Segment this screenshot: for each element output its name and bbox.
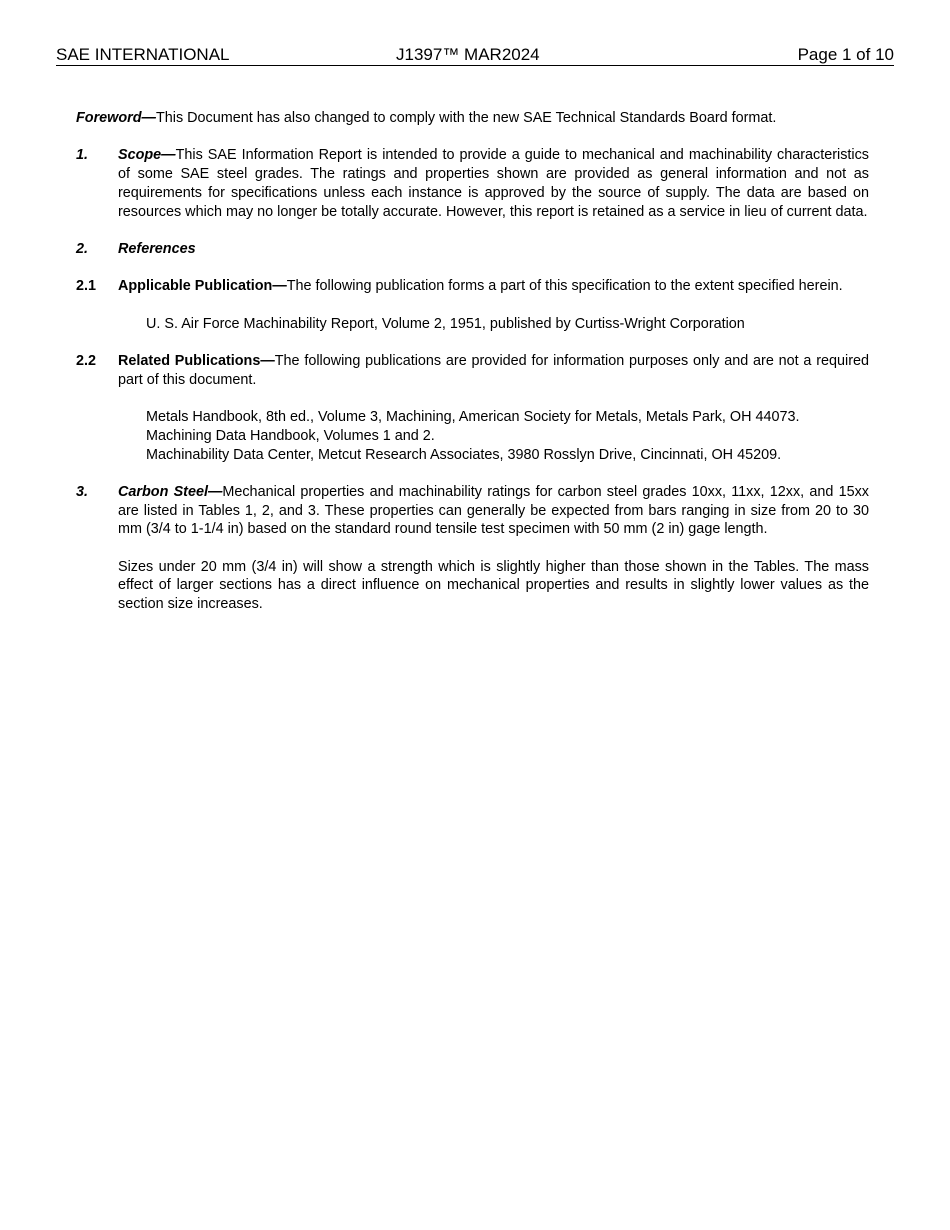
section-text: The following publications are provided for information purposes only and are not a required part of this document. [118,353,870,388]
header-document-id: J1397™ MAR2024 [396,45,540,64]
section-number: 2.1 [76,278,97,295]
section-title: Scope— [118,147,176,164]
list-item: Metals Handbook, 8th ed., Volume 3, Machining, American Society for Metals, Metals Park, OH 44073. [146,409,800,426]
page-header [56,44,894,66]
section-title: Carbon Steel— [118,483,223,500]
section-title: Applicable Publication— [118,278,287,295]
section-number: 3. [76,483,89,500]
foreword-title: Foreword— [76,110,156,126]
section-number: 1. [76,147,89,164]
section-applicable-publication [76,277,869,296]
document-body [76,109,869,633]
section-title: Related Publications— [118,353,275,370]
list-item: U. S. Air Force Machinability Report, Volume 2, 1951, published by Curtiss-Wright Corporation [146,315,745,332]
applicable-publication-list [76,315,869,334]
section-text: Mechanical properties and machinability ratings for carbon steel grades 10xx, 11xx, 12xx, and 15xx are listed in Tables 1, 2, and 3. These properties can generally be expected from bars ranging in size from 20 to 30 mm (3/4 to 1-1/4 in) based on the standard round tensile test specimen with 50 mm (2 in) gage length. [118,483,869,538]
carbon-steel-paragraph-2: Sizes under 20 mm (3/4 in) will show a strength which is slightly higher than those shown in the Tables. The mass effect of larger sections has a direct influence on mechanical properties and results in slightly lower values as the section size increases. [118,558,869,613]
section-references [76,240,869,259]
header-page-number: Page 1 of 10 [797,45,894,64]
list-item: Machinability Data Center, Metcut Research Associates, 3980 Rosslyn Drive, Cincinnati, OH 45209. [146,446,782,463]
foreword-paragraph [76,109,869,128]
section-related-publications [76,352,869,389]
section-text: This SAE Information Report is intended to provide a guide to mechanical and machinability characteristics of some SAE steel grades. The ratings and properties shown are provided as general information and not as requirements for specifications unless each instance is approved by the source of supply. The data are based on resources which may no longer be totally accurate. However, this report is retained as a service in lieu of current data. [118,147,869,220]
section-scope [76,146,869,221]
section-title: References [118,240,196,257]
section-carbon-steel [76,483,869,539]
section-number: 2.2 [76,353,97,370]
list-item: Machining Data Handbook, Volumes 1 and 2. [146,427,435,444]
foreword-text: This Document has also changed to comply with the new SAE Technical Standards Board format. [155,110,777,126]
related-publications-list [76,408,869,464]
section-text: The following publication forms a part of this specification to the extent specified herein. [286,278,843,295]
header-organization: SAE INTERNATIONAL [56,45,230,64]
section-number: 2. [76,240,89,257]
